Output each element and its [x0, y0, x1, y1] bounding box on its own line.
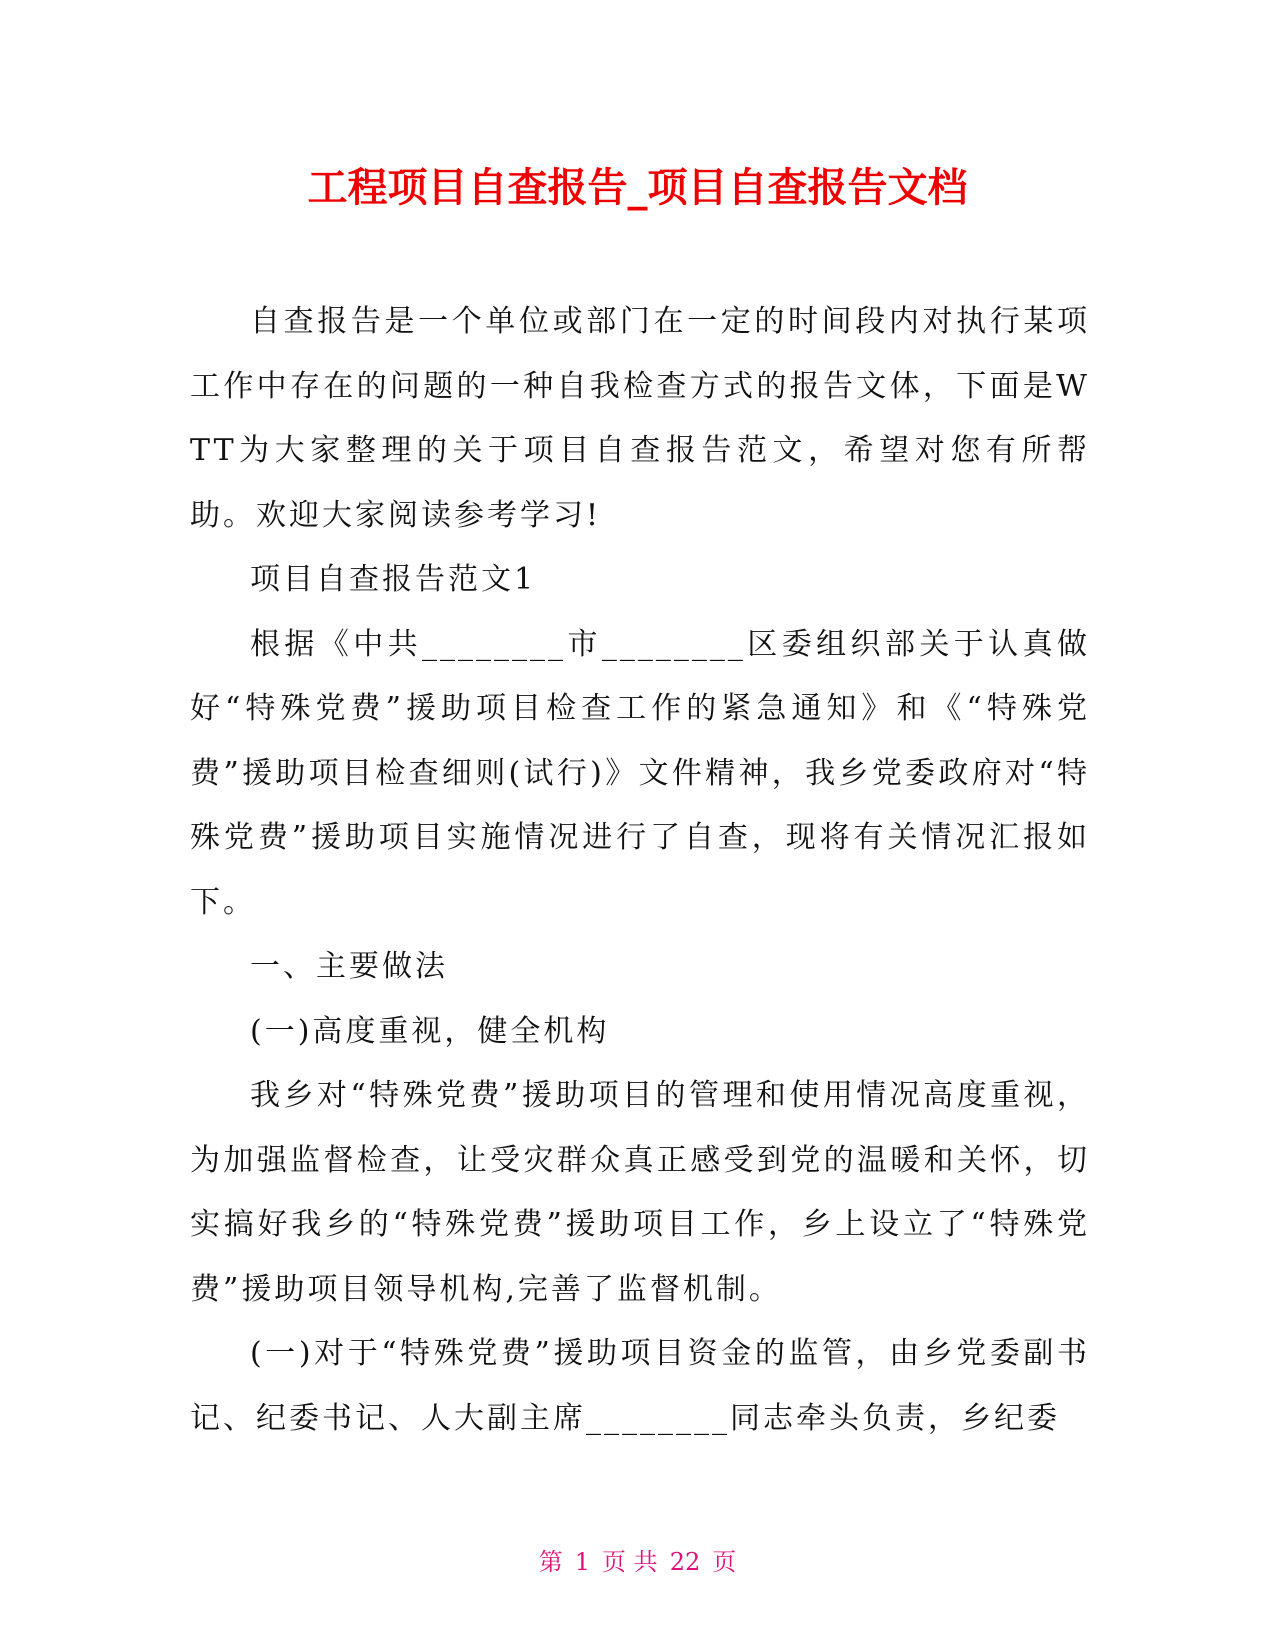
paragraph-intro: 自查报告是一个单位或部门在一定的时间段内对执行某项工作中存在的问题的一种自我检查方式的报告文体，下面是WTT为大家整理的关于项目自查报告范文，希望对您有所帮助。欢迎大家阅读参考学习! — [190, 304, 1090, 533]
footer-total-pages: 22 — [669, 1548, 701, 1576]
footer-prefix: 第 — [538, 1548, 563, 1576]
footer-suffix: 页 — [712, 1548, 737, 1576]
footer-middle: 页 共 — [602, 1548, 658, 1576]
paragraph-sub-heading: (一)高度重视，健全机构 — [250, 1013, 610, 1049]
paragraph-supervision: (一)对于“特殊党费”援助项目资金的监管，由乡党委副书记、纪委书记、人大副主席________同志牵头负责，乡纪委 — [190, 1336, 1090, 1436]
paragraph-main-heading: 一、主要做法 — [250, 949, 448, 984]
paragraph-section-heading: 项目自查报告范文1 — [250, 562, 537, 597]
paragraph-attention: 我乡对“特殊党费”援助项目的管理和使用情况高度重视，为加强监督检查，让受灾群众真正感受到党的温暖和关怀，切实搞好我乡的“特殊党费”援助项目工作，乡上设立了“特殊党费”援助项目领导机构,完善了监督机制。 — [190, 1078, 1090, 1307]
document-body — [190, 290, 1090, 1451]
document-title: 工程项目自查报告_项目自查报告文档 — [307, 165, 968, 211]
paragraph-basis: 根据《中共________市________区委组织部关于认真做好“特殊党费”援助项目检查工作的紧急通知》和《“特殊党费”援助项目检查细则(试行)》文件精神，我乡党委政府对“特殊党费”援助项目实施情况进行了自查，现将有关情况汇报如下。 — [190, 626, 1090, 920]
footer-page-number: 1 — [574, 1548, 591, 1576]
page-footer — [0, 1546, 1275, 1578]
